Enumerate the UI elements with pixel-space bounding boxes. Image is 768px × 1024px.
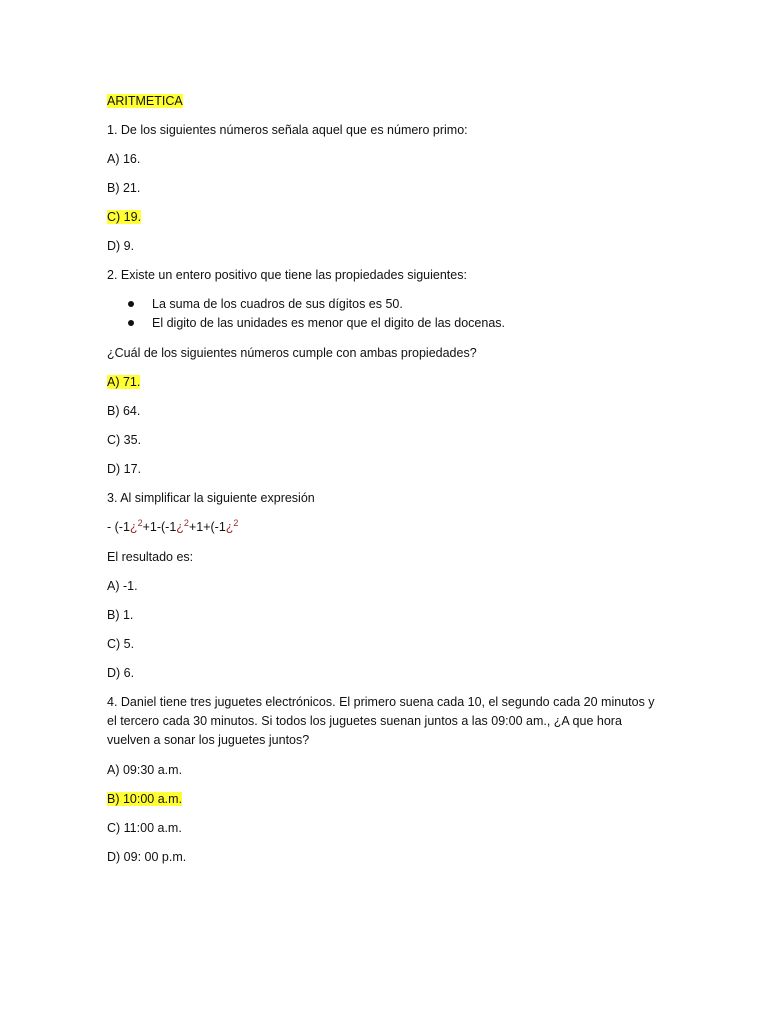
- q2-option-d: D) 17.: [107, 462, 142, 476]
- q2-option-b: B) 64.: [107, 404, 141, 418]
- expr-placeholder-glyph: ¿: [176, 520, 184, 534]
- q4-option-d: D) 09: 00 p.m.: [107, 850, 187, 864]
- question-2-text: 2. Existe un entero positivo que tiene las propiedades siguientes:: [107, 268, 467, 282]
- question-1-text: 1. De los siguientes números señala aquel que es número primo:: [107, 123, 468, 137]
- q1-option-c: [107, 208, 141, 226]
- bullet-dot-icon: [128, 320, 134, 326]
- q1-correct-answer: C) 19.: [107, 210, 142, 224]
- q3-expression: [107, 518, 238, 536]
- question-4-line-3: vuelven a sonar los juguetes juntos?: [107, 733, 310, 747]
- expr-exponent: 2: [233, 517, 239, 528]
- q4-option-c: C) 11:00 a.m.: [107, 821, 182, 835]
- question-4-line-2: el tercero cada 30 minutos. Si todos los juguetes suenan juntos a las 09:00 am., ¿A que hora: [107, 714, 622, 728]
- q2-option-a: [107, 373, 140, 391]
- q3-option-d: D) 6.: [107, 666, 135, 680]
- q2-bullet-text: La suma de los cuadros de sus dígitos es 50.: [152, 297, 403, 311]
- q4-correct-answer: B) 10:00 a.m.: [107, 792, 183, 806]
- expr-part: +1+(-1: [188, 520, 226, 534]
- expr-placeholder-glyph: ¿: [129, 520, 138, 534]
- expr-exponent: 2: [137, 517, 143, 528]
- question-2-prompt: ¿Cuál de los siguientes números cumple con ambas propiedades?: [107, 346, 477, 360]
- q1-option-d: D) 9.: [107, 239, 135, 253]
- question-3-text: 3. Al simplificar la siguiente expresión: [107, 491, 315, 505]
- q2-option-c: C) 35.: [107, 433, 142, 447]
- q3-option-c: C) 5.: [107, 637, 135, 651]
- bullet-dot-icon: [128, 301, 134, 307]
- q2-bullet-text: El digito de las unidades es menor que el digito de las docenas.: [152, 316, 506, 330]
- q4-option-a: A) 09:30 a.m.: [107, 763, 183, 777]
- q2-correct-answer: A) 71.: [107, 375, 141, 389]
- expr-exponent: 2: [183, 517, 189, 528]
- q1-option-b: B) 21.: [107, 181, 141, 195]
- section-heading: [107, 92, 183, 110]
- q3-result-label: El resultado es:: [107, 550, 194, 564]
- q3-option-b: B) 1.: [107, 608, 134, 622]
- heading-highlight: ARITMETICA: [107, 94, 183, 108]
- q1-option-a: A) 16.: [107, 152, 141, 166]
- q3-option-a: A) -1.: [107, 579, 138, 593]
- q4-option-b: [107, 790, 182, 808]
- expr-part: - (-1: [107, 520, 130, 534]
- question-4-line-1: 4. Daniel tiene tres juguetes electrónicos. El primero suena cada 10, el segundo cada 20 minutos y: [107, 695, 655, 709]
- expr-part: +1-(-1: [142, 520, 177, 534]
- expr-placeholder-glyph: ¿: [225, 520, 234, 534]
